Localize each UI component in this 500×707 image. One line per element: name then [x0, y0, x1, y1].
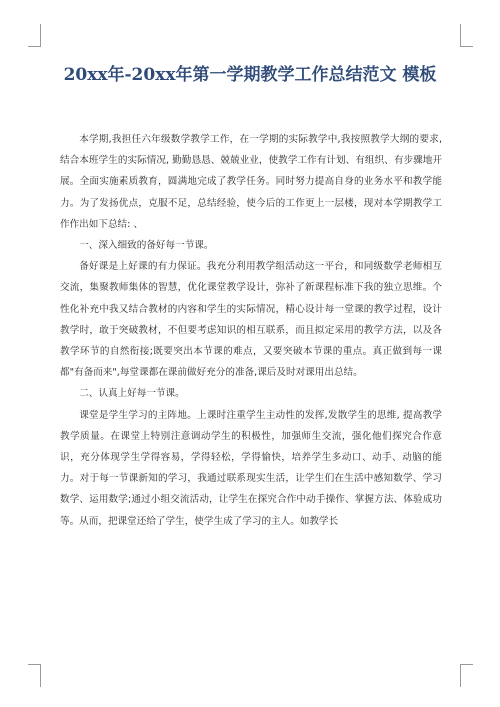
document-body	[60, 129, 442, 532]
crop-mark-bottom-right	[460, 664, 473, 687]
document-title: 20xx年-20xx年第一学期教学工作总结范文 模板	[63, 65, 437, 85]
paragraph-lesson-prep: 备好课是上好课的有力保证。我充分利用教学组活动这一平台，和同级数学老师相互交流，集聚教师集体的智慧，优化课堂教学设计，弥补了新课程标准下我的独立思维。个性化补充中我又结合教材的内容和学生的实际情况，精心设计每一堂课的教学过程，设计教学时，敢于突破教材，不但要考虑知识的相互联系，而且拟定采用的教学方法，以及各教学环节的自然衔接;既要突出本节课的难点，又要突破本节课的重点。真正做到每一课都"有备而来",每堂课都在课前做好充分的准备,课后及时对课用出总结。	[60, 261, 442, 379]
crop-mark-bottom-left	[28, 664, 41, 687]
paragraph-intro: 本学期,我担任六年级数学教学工作，在一学期的实际教学中,我按照教学大纲的要求,结合本班学生的实际情况, 勤勤恳恳、兢兢业业，使教学工作有计划、有组织、有步骤地开展。全面实施素质教育，圆满地完成了教学任务。同时努力提高自身的业务水平和教学能力。为了发扬优点，克服不足，总结经验，使今后的工作更上一层楼，现对本学期教学工作作出如下总结: 、	[60, 134, 442, 230]
section-heading-1: 一、深入细致的备好每一节课。	[79, 240, 214, 252]
crop-mark-top-left	[28, 24, 41, 47]
section-heading-2: 二、认真上好每一节课。	[79, 388, 185, 400]
paragraph-classroom: 课堂是学生学习的主阵地。上课时注重学生主动性的发挥,发散学生的思维, 提高教学教学质量。在课堂上特别注意调动学生的积极性，加强师生交流，强化他们探究合作意识，充分体现学生学得容易，学得轻松，学得愉快，培养学生多动口、动手、动脑的能力。对于每一节课新知的学习，我通过联系现实生活，让学生们在生活中感知数学、学习数学、运用数学;通过小组交流活动，让学生在探究合作中动手操作、掌握方法、体验成功等。从而，把课堂还给了学生，使学生成了学习的主人。如教学长	[60, 409, 442, 527]
crop-mark-top-right	[460, 24, 473, 47]
